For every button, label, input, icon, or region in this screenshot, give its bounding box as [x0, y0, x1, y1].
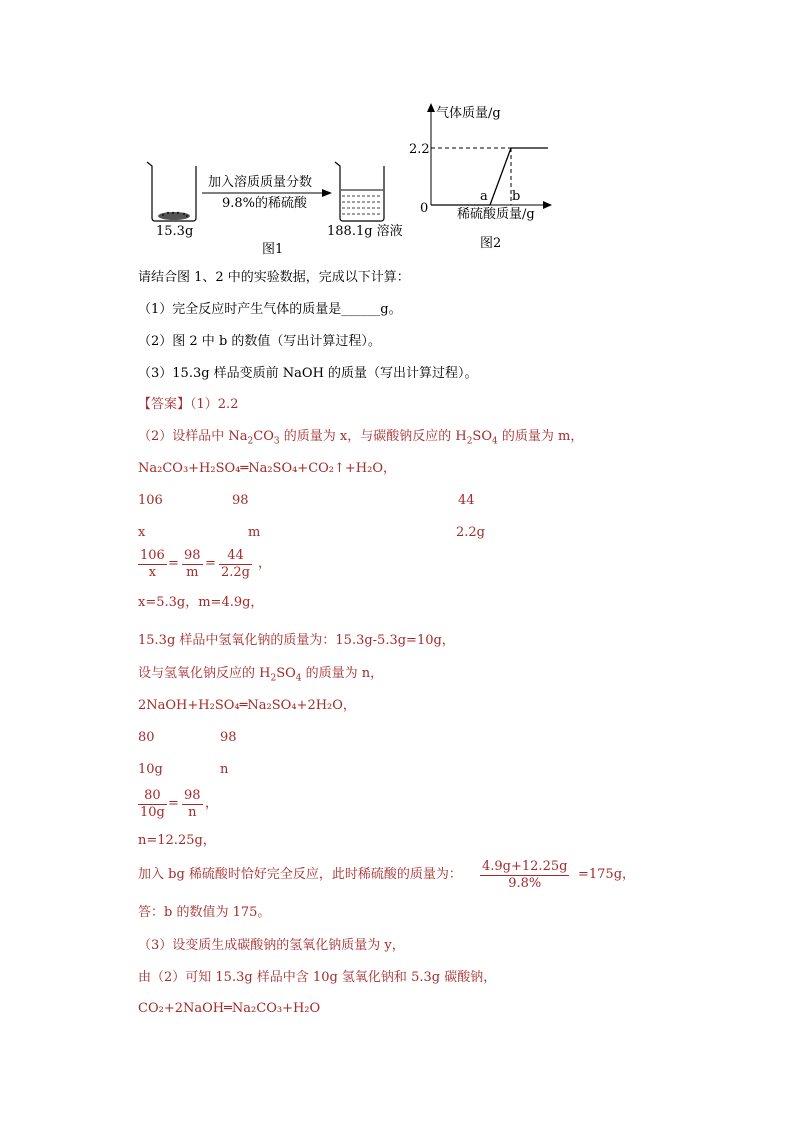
question-intro: 请结合图 1、2 中的实验数据，完成以下计算： — [138, 270, 410, 285]
answer-2-intro: （2）设样品中 $Na_2CO_3$ 的质量为 x，与碳酸钠反应的 $H_2SO_4$ 的质量为 m， — [138, 429, 584, 447]
text: （2）设样品中 Na — [138, 429, 248, 444]
figure-2-caption: 图2 — [480, 236, 502, 251]
text: CO — [253, 429, 274, 444]
question-3: （3）15.3g 样品变质前 NaOH 的质量（写出计算过程）。 — [138, 366, 478, 381]
equals-sign: = — [168, 796, 179, 811]
arrow-label-line1: 加入溶质质量分数 — [208, 175, 313, 190]
gas-mass-segment — [490, 148, 511, 205]
y-axis-label: 气体质量/g — [436, 106, 501, 121]
numerator: 4.9g+12.25g — [482, 859, 568, 874]
answer-1-value: （1）2.2 — [190, 397, 239, 412]
fraction-2-tail: ， — [205, 796, 219, 811]
set-n: 设与氢氧化钠反应的 $H_2SO_4$ 的质量为 n， — [138, 666, 384, 684]
y-tick-label: 2.2 — [409, 142, 430, 157]
origin-label: 0 — [420, 201, 429, 216]
numerator: 106 — [140, 548, 165, 563]
denominator: n — [188, 805, 197, 820]
eq2-var-1: 10g — [138, 762, 163, 777]
text: SO — [276, 666, 296, 681]
text: 的质量为 m， — [497, 429, 584, 444]
numerator: 44 — [219, 548, 252, 565]
equals-sign: = — [205, 556, 216, 571]
text: 设与氢氧化钠反应的 H — [138, 666, 271, 681]
fraction-106-x — [138, 548, 167, 581]
result-1: x=5.3g，m=4.9g， — [138, 595, 264, 610]
acid-mass-text: 加入 bg 稀硫酸时恰好完全反应，此时稀硫酸的质量为： — [138, 867, 462, 882]
x-axis-label: 稀硫酸质量/g — [457, 207, 535, 222]
fraction-98-m — [182, 548, 203, 581]
text: 的质量为 n， — [301, 666, 384, 681]
fraction-80-10g — [138, 788, 167, 821]
eq1-var-1: x — [138, 525, 146, 540]
fraction-1-tail: ， — [258, 556, 272, 571]
denominator: m — [186, 565, 199, 580]
acid-mass-result: =175g， — [578, 867, 636, 882]
eq1-molar-mass-2: 98 — [232, 493, 249, 508]
equation-1: Na₂CO₃+H₂SO₄═Na₂SO₄+CO₂↑+H₂O， — [138, 461, 397, 476]
fraction-98-n — [182, 788, 203, 821]
answer-tag: 【答案】 — [138, 397, 191, 412]
sample-mass-label: 15.3g — [156, 224, 194, 239]
y-axis-arrow — [427, 103, 435, 112]
arrow-label-line2: 9.8%的稀硫酸 — [222, 196, 308, 211]
conclusion: 答：b 的数值为 175。 — [138, 905, 271, 920]
answer-3-from: 由（2）可知 15.3g 样品中含 10g 氢氧化钠和 5.3g 碳酸钠， — [138, 970, 497, 985]
denominator: 9.8% — [508, 876, 542, 891]
denominator: 10g — [140, 805, 165, 820]
result-2: n=12.25g， — [138, 833, 216, 848]
fraction-acid-mass — [480, 859, 569, 892]
denominator: x — [148, 565, 157, 580]
eq1-molar-mass-3: 44 — [458, 493, 475, 508]
equation-2: 2NaOH+H₂SO₄═Na₂SO₄+2H₂O， — [138, 698, 356, 713]
x-axis-arrow — [543, 201, 552, 209]
numerator: 98 — [184, 548, 201, 563]
eq1-var-3: 2.2g — [456, 525, 485, 540]
figure-2-chart — [0, 0, 794, 260]
eq2-molar-mass-2: 98 — [220, 730, 237, 745]
numerator: 80 — [138, 788, 167, 805]
eq1-molar-mass-1: 106 — [138, 493, 163, 508]
answer-3-intro: （3）设变质生成碳酸钠的氢氧化钠质量为 y， — [138, 938, 405, 953]
point-b-label: b — [512, 189, 521, 204]
equals-sign: = — [168, 556, 179, 571]
eq2-molar-mass-1: 80 — [138, 730, 155, 745]
solution-mass-label: 188.1g 溶液 — [327, 224, 403, 239]
naoh-mass: 15.3g 样品中氢氧化钠的质量为：15.3g-5.3g=10g， — [138, 633, 455, 648]
denominator: 2.2g — [221, 565, 250, 580]
equation-3: CO₂+2NaOH═Na₂CO₃+H₂O — [138, 1001, 321, 1016]
eq1-var-2: m — [248, 525, 261, 540]
answer-1 — [138, 397, 238, 413]
numerator: 98 — [184, 788, 201, 803]
text: 的质量为 x，与碳酸钠反应的 H — [279, 429, 467, 444]
figure-1-caption: 图1 — [262, 242, 284, 257]
question-1: （1）完全反应时产生气体的质量是______g。 — [138, 302, 402, 317]
question-2: （2）图 2 中 b 的数值（写出计算过程）。 — [138, 334, 381, 349]
eq2-var-2: n — [220, 762, 229, 777]
fraction-44-2.2g — [219, 548, 252, 581]
text: SO — [472, 429, 492, 444]
point-a-label: a — [480, 189, 488, 204]
